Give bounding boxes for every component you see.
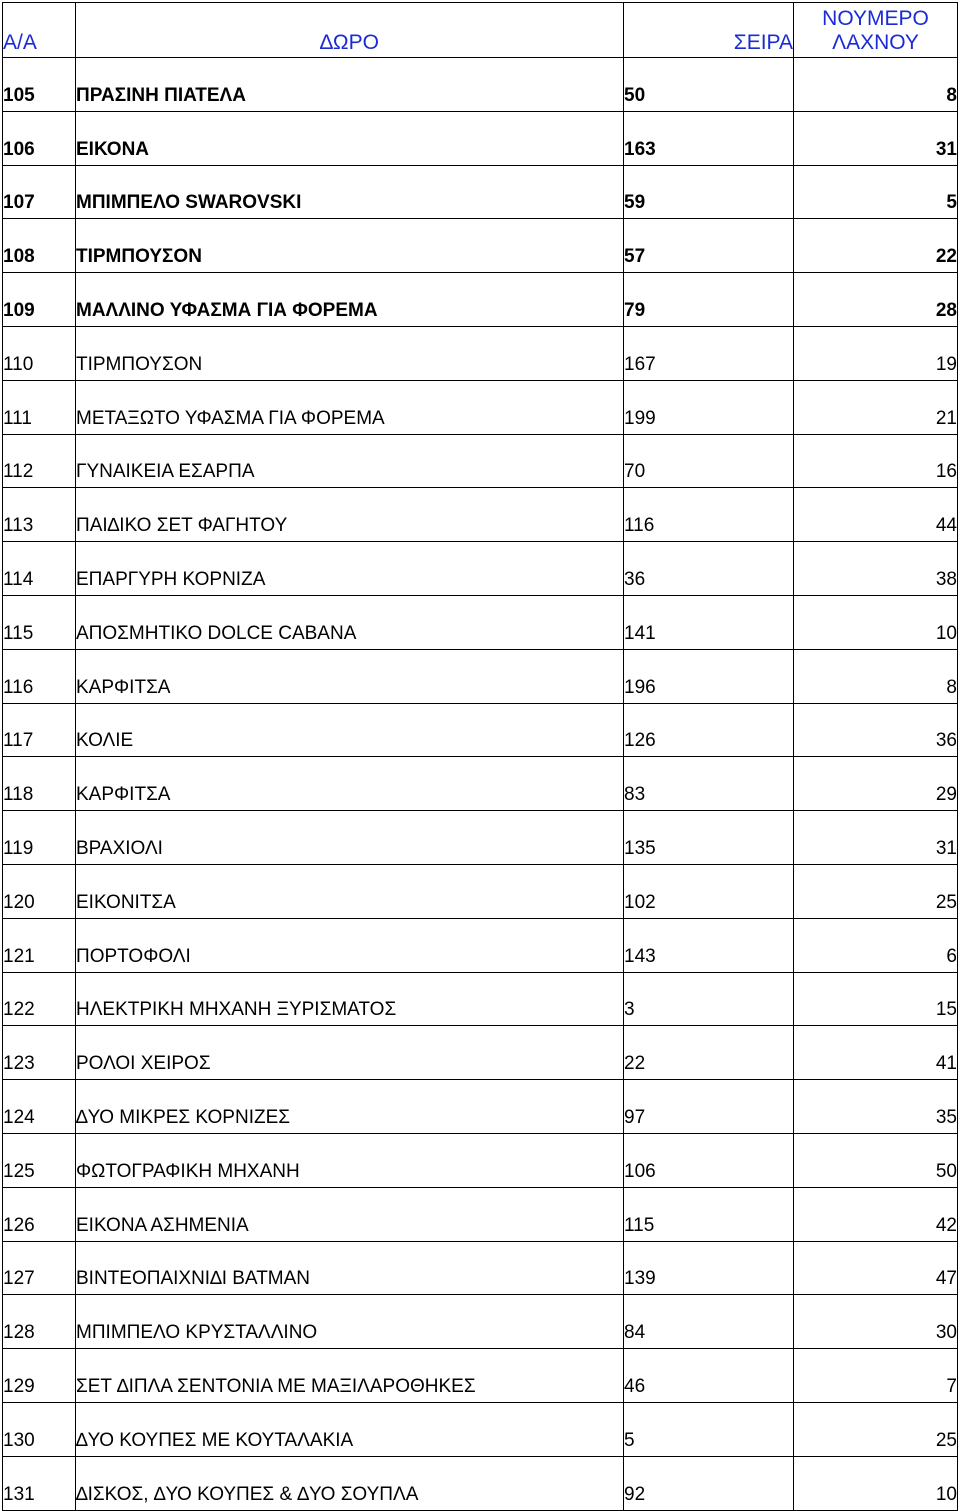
cell-series: 199 xyxy=(624,380,794,434)
cell-gift: ΕΠΑΡΓΥΡΗ ΚΟΡΝΙΖΑ xyxy=(76,542,624,596)
header-row-series: ΣΕΙΡΑ xyxy=(624,3,794,58)
cell-series: 36 xyxy=(624,542,794,596)
cell-ticket-number: 44 xyxy=(794,488,958,542)
cell-gift: ΕΙΚΟΝΑ ΑΣΗΜΕΝΙΑ xyxy=(76,1187,624,1241)
cell-ticket-number: 29 xyxy=(794,757,958,811)
table-row xyxy=(3,972,958,1026)
cell-ticket-number: 28 xyxy=(794,273,958,327)
cell-ticket-number: 42 xyxy=(794,1187,958,1241)
cell-ticket-number: 41 xyxy=(794,1026,958,1080)
cell-ticket-number: 8 xyxy=(794,649,958,703)
cell-ticket-number: 10 xyxy=(794,1456,958,1510)
cell-gift: ∆ΥΟ ΚΟΥΠΕΣ ΜΕ ΚΟΥΤΑΛΑΚΙΑ xyxy=(76,1402,624,1456)
table-row xyxy=(3,1080,958,1134)
cell-gift: ΚΑΡΦΙΤΣΑ xyxy=(76,649,624,703)
header-ticket-number xyxy=(794,3,958,58)
table-row xyxy=(3,111,958,165)
cell-serial: 123 xyxy=(3,1026,76,1080)
cell-ticket-number: 36 xyxy=(794,703,958,757)
cell-gift: ΓΥΝΑΙΚΕΙΑ ΕΣΑΡΠΑ xyxy=(76,434,624,488)
table-row xyxy=(3,434,958,488)
cell-serial: 127 xyxy=(3,1241,76,1295)
table-row xyxy=(3,58,958,112)
cell-gift: ΣΕΤ ∆ΙΠΛΑ ΣΕΝΤΟΝΙΑ ΜΕ ΜΑΞΙΛΑΡΟΘΗΚΕΣ xyxy=(76,1349,624,1403)
cell-ticket-number: 35 xyxy=(794,1080,958,1134)
cell-ticket-number: 25 xyxy=(794,1402,958,1456)
cell-serial: 106 xyxy=(3,111,76,165)
cell-serial: 115 xyxy=(3,595,76,649)
cell-serial: 121 xyxy=(3,918,76,972)
table-header xyxy=(3,3,958,58)
cell-series: 50 xyxy=(624,58,794,112)
cell-series: 79 xyxy=(624,273,794,327)
table-row xyxy=(3,918,958,972)
cell-serial: 105 xyxy=(3,58,76,112)
table-row xyxy=(3,649,958,703)
cell-gift: ∆ΥΟ ΜΙΚΡΕΣ ΚΟΡΝΙΖΕΣ xyxy=(76,1080,624,1134)
table-row xyxy=(3,1456,958,1510)
cell-ticket-number: 10 xyxy=(794,595,958,649)
cell-ticket-number: 31 xyxy=(794,811,958,865)
header-serial: Α/Α xyxy=(3,3,76,58)
cell-serial: 122 xyxy=(3,972,76,1026)
header-ticket-number-line1: ΝΟΥΜΕΡΟ xyxy=(822,7,929,30)
table-row xyxy=(3,595,958,649)
cell-ticket-number: 16 xyxy=(794,434,958,488)
cell-series: 46 xyxy=(624,1349,794,1403)
cell-ticket-number: 6 xyxy=(794,918,958,972)
cell-gift: ΦΩΤΟΓΡΑΦΙΚΗ ΜΗΧΑΝΗ xyxy=(76,1133,624,1187)
cell-series: 163 xyxy=(624,111,794,165)
cell-ticket-number: 50 xyxy=(794,1133,958,1187)
cell-serial: 112 xyxy=(3,434,76,488)
cell-series: 5 xyxy=(624,1402,794,1456)
cell-serial: 117 xyxy=(3,703,76,757)
cell-series: 59 xyxy=(624,165,794,219)
cell-serial: 111 xyxy=(3,380,76,434)
header-gift: ∆ΩΡΟ xyxy=(76,3,624,58)
cell-ticket-number: 30 xyxy=(794,1295,958,1349)
table-row xyxy=(3,1187,958,1241)
table-row xyxy=(3,326,958,380)
cell-gift: ΜΕΤΑΞΩΤΟ ΥΦΑΣΜΑ ΓΙΑ ΦΟΡΕΜΑ xyxy=(76,380,624,434)
cell-series: 141 xyxy=(624,595,794,649)
cell-ticket-number: 22 xyxy=(794,219,958,273)
cell-series: 84 xyxy=(624,1295,794,1349)
cell-ticket-number: 47 xyxy=(794,1241,958,1295)
cell-series: 139 xyxy=(624,1241,794,1295)
cell-ticket-number: 5 xyxy=(794,165,958,219)
cell-ticket-number: 31 xyxy=(794,111,958,165)
cell-serial: 107 xyxy=(3,165,76,219)
cell-series: 3 xyxy=(624,972,794,1026)
cell-serial: 110 xyxy=(3,326,76,380)
table-row xyxy=(3,542,958,596)
table-row xyxy=(3,273,958,327)
cell-serial: 120 xyxy=(3,864,76,918)
cell-serial: 129 xyxy=(3,1349,76,1403)
cell-gift: ΕΙΚΟΝΑ xyxy=(76,111,624,165)
table-row xyxy=(3,165,958,219)
cell-serial: 125 xyxy=(3,1133,76,1187)
cell-serial: 126 xyxy=(3,1187,76,1241)
cell-gift: ΑΠΟΣΜΗΤΙΚΟ DOLCE CABANA xyxy=(76,595,624,649)
cell-serial: 118 xyxy=(3,757,76,811)
cell-series: 143 xyxy=(624,918,794,972)
cell-serial: 124 xyxy=(3,1080,76,1134)
table-body xyxy=(3,58,958,1511)
cell-serial: 109 xyxy=(3,273,76,327)
cell-series: 57 xyxy=(624,219,794,273)
cell-ticket-number: 38 xyxy=(794,542,958,596)
header-row xyxy=(3,3,958,58)
table-row xyxy=(3,219,958,273)
cell-gift: ΠΡΑΣΙΝΗ ΠΙΑΤΕΛΑ xyxy=(76,58,624,112)
cell-ticket-number: 25 xyxy=(794,864,958,918)
cell-gift: ΗΛΕΚΤΡΙΚΗ ΜΗΧΑΝΗ ΞΥΡΙΣΜΑΤΟΣ xyxy=(76,972,624,1026)
cell-serial: 114 xyxy=(3,542,76,596)
table-row xyxy=(3,1402,958,1456)
cell-gift: ΕΙΚΟΝΙΤΣΑ xyxy=(76,864,624,918)
table-row xyxy=(3,757,958,811)
cell-series: 92 xyxy=(624,1456,794,1510)
cell-serial: 116 xyxy=(3,649,76,703)
table-row xyxy=(3,1133,958,1187)
cell-series: 102 xyxy=(624,864,794,918)
table-row xyxy=(3,1349,958,1403)
table-row xyxy=(3,811,958,865)
cell-series: 106 xyxy=(624,1133,794,1187)
cell-ticket-number: 15 xyxy=(794,972,958,1026)
cell-gift: ΜΠΙΜΠΕΛΟ SWAROVSKI xyxy=(76,165,624,219)
cell-series: 70 xyxy=(624,434,794,488)
cell-gift: ΠΑΙ∆ΙΚΟ ΣΕΤ ΦΑΓΗΤΟΥ xyxy=(76,488,624,542)
cell-series: 97 xyxy=(624,1080,794,1134)
table-row xyxy=(3,488,958,542)
cell-ticket-number: 8 xyxy=(794,58,958,112)
cell-gift: ΤΙΡΜΠΟΥΣΟΝ xyxy=(76,326,624,380)
table-row xyxy=(3,1026,958,1080)
cell-series: 196 xyxy=(624,649,794,703)
cell-gift: ΤΙΡΜΠΟΥΣΟΝ xyxy=(76,219,624,273)
cell-series: 22 xyxy=(624,1026,794,1080)
cell-serial: 108 xyxy=(3,219,76,273)
cell-gift: ∆ΙΣΚΟΣ, ∆ΥΟ ΚΟΥΠΕΣ & ∆ΥΟ ΣΟΥΠΛΑ xyxy=(76,1456,624,1510)
cell-serial: 130 xyxy=(3,1402,76,1456)
cell-gift: ΚΟΛΙΕ xyxy=(76,703,624,757)
cell-ticket-number: 7 xyxy=(794,1349,958,1403)
cell-series: 116 xyxy=(624,488,794,542)
header-ticket-number-line2: ΛΑΧΝΟΥ xyxy=(832,31,919,54)
cell-series: 115 xyxy=(624,1187,794,1241)
cell-series: 126 xyxy=(624,703,794,757)
cell-serial: 131 xyxy=(3,1456,76,1510)
cell-serial: 128 xyxy=(3,1295,76,1349)
cell-series: 167 xyxy=(624,326,794,380)
cell-gift: ΚΑΡΦΙΤΣΑ xyxy=(76,757,624,811)
lottery-prize-table xyxy=(2,2,958,1511)
cell-gift: ΡΟΛΟΙ ΧΕΙΡΟΣ xyxy=(76,1026,624,1080)
cell-gift: ΒΡΑΧΙΟΛΙ xyxy=(76,811,624,865)
cell-gift: ΒΙΝΤΕΟΠΑΙΧΝΙ∆Ι BATMAN xyxy=(76,1241,624,1295)
cell-series: 135 xyxy=(624,811,794,865)
cell-gift: ΠΟΡΤΟΦΟΛΙ xyxy=(76,918,624,972)
table-row xyxy=(3,703,958,757)
table-row xyxy=(3,1241,958,1295)
cell-ticket-number: 21 xyxy=(794,380,958,434)
cell-serial: 113 xyxy=(3,488,76,542)
cell-gift: ΜΑΛΛΙΝΟ ΥΦΑΣΜΑ ΓΙΑ ΦΟΡΕΜΑ xyxy=(76,273,624,327)
table-row xyxy=(3,864,958,918)
cell-serial: 119 xyxy=(3,811,76,865)
cell-gift: ΜΠΙΜΠΕΛΟ ΚΡΥΣΤΑΛΛΙΝΟ xyxy=(76,1295,624,1349)
cell-ticket-number: 19 xyxy=(794,326,958,380)
cell-series: 83 xyxy=(624,757,794,811)
table-row xyxy=(3,380,958,434)
table-row xyxy=(3,1295,958,1349)
